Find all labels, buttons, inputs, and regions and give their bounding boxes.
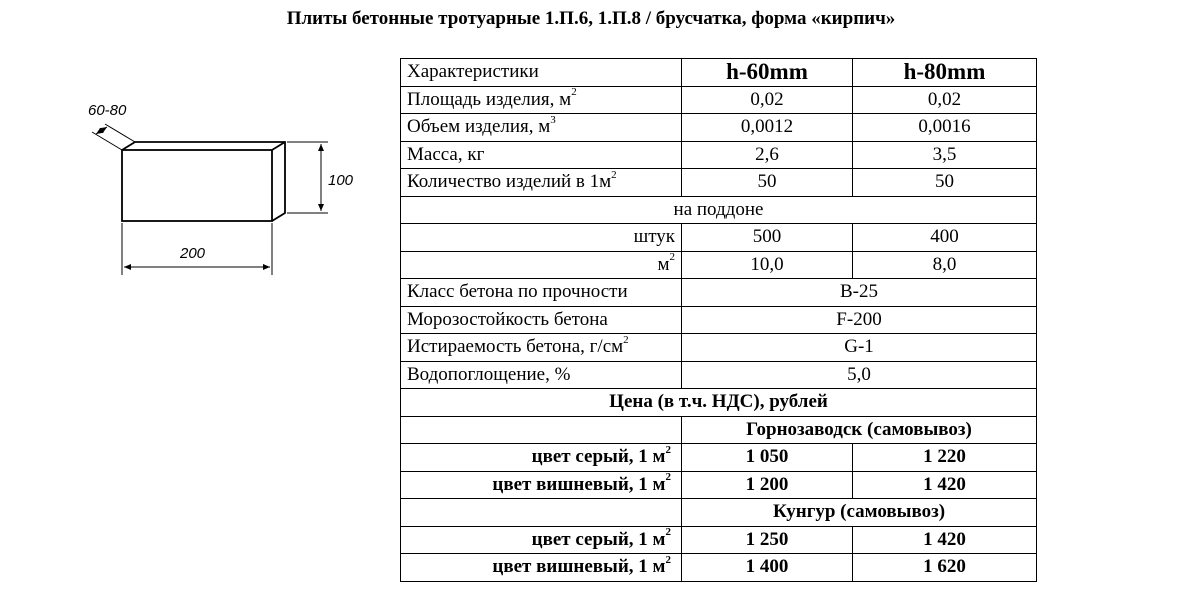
- row-label: Объем изделия, $м^3$: [401, 114, 682, 142]
- row-value-h60: 50: [682, 169, 853, 197]
- table-row: [401, 279, 1037, 307]
- prop-value: В-25: [682, 279, 1037, 307]
- row-value-h80: 0,02: [853, 86, 1037, 114]
- table-row: [401, 141, 1037, 169]
- price-section-row: [401, 389, 1037, 417]
- price-value-h80: 1 620: [853, 554, 1037, 582]
- row-value-h80: 3,5: [853, 141, 1037, 169]
- header-h60: h-60mm: [682, 59, 853, 87]
- prop-label: Истираемость бетона, $г/см^2$: [401, 334, 682, 362]
- prop-value: F-200: [682, 306, 1037, 334]
- spec-table: [400, 58, 1037, 582]
- height-dimension-label: 100: [328, 172, 354, 189]
- thickness-dimension-label: 60-80: [88, 102, 127, 119]
- table-row: [401, 306, 1037, 334]
- brick-outline: [122, 142, 285, 221]
- price-label-cherry: цвет вишневый, 1 $м^2$: [401, 471, 682, 499]
- row-value-h60: 10,0: [682, 251, 853, 279]
- price-value-h60: 1 050: [682, 444, 853, 472]
- price-value-h80: 1 420: [853, 526, 1037, 554]
- price-value-h80: 1 220: [853, 444, 1037, 472]
- table-row: [401, 334, 1037, 362]
- header-h80: h-80mm: [853, 59, 1037, 87]
- prop-label: Водопоглощение, %: [401, 361, 682, 389]
- page-title: Плиты бетонные тротуарные 1.П.6, 1.П.8 / брусчатка, форма «кирпич»: [286, 8, 896, 29]
- prop-value: G-1: [682, 334, 1037, 362]
- pallet-section-title: на поддоне: [401, 196, 1037, 224]
- table-row: [401, 444, 1037, 472]
- price-value-h60: 1 250: [682, 526, 853, 554]
- length-dimension-label: 200: [180, 245, 206, 262]
- location-row: [401, 416, 1037, 444]
- pallet-section-row: [401, 196, 1037, 224]
- row-label: Количество изделий в $1м^2$: [401, 169, 682, 197]
- table-row: [401, 361, 1037, 389]
- row-value-h80: 8,0: [853, 251, 1037, 279]
- location-name-gornozavodsk: Горнозаводск (самовывоз): [682, 416, 1037, 444]
- table-row: [401, 251, 1037, 279]
- row-label: Площадь изделия, $м^2$: [401, 86, 682, 114]
- table-row: [401, 224, 1037, 252]
- empty-cell: [401, 499, 682, 527]
- price-label-cherry: цвет вишневый, 1 $м^2$: [401, 554, 682, 582]
- row-value-h80: 0,0016: [853, 114, 1037, 142]
- table-row: [401, 471, 1037, 499]
- row-value-h60: 0,02: [682, 86, 853, 114]
- row-value-h60: 0,0012: [682, 114, 853, 142]
- location-name-kungur: Кунгур (самовывоз): [682, 499, 1037, 527]
- table-row: [401, 86, 1037, 114]
- table-row: [401, 114, 1037, 142]
- table-row: [401, 526, 1037, 554]
- table-header-row: [401, 59, 1037, 87]
- price-value-h60: 1 400: [682, 554, 853, 582]
- price-section-title: Цена (в т.ч. НДС), рублей: [401, 389, 1037, 417]
- price-value-h80: 1 420: [853, 471, 1037, 499]
- row-value-h60: 2,6: [682, 141, 853, 169]
- location-row: [401, 499, 1037, 527]
- pallet-area-label: $м^2$: [401, 251, 682, 279]
- prop-label: Морозостойкость бетона: [401, 306, 682, 334]
- price-value-h60: 1 200: [682, 471, 853, 499]
- table-row: [401, 169, 1037, 197]
- table-row: [401, 554, 1037, 582]
- row-value-h60: 500: [682, 224, 853, 252]
- price-label-grey: цвет серый, 1 $м^2$: [401, 526, 682, 554]
- row-label: Масса, кг: [401, 141, 682, 169]
- header-characteristics: Характеристики: [401, 59, 682, 87]
- pallet-pieces-label: штук: [401, 224, 682, 252]
- brick-drawing: [78, 95, 378, 285]
- empty-cell: [401, 416, 682, 444]
- prop-label: Класс бетона по прочности: [401, 279, 682, 307]
- price-label-grey: цвет серый, 1 $м^2$: [401, 444, 682, 472]
- row-value-h80: 50: [853, 169, 1037, 197]
- prop-value: 5,0: [682, 361, 1037, 389]
- row-value-h80: 400: [853, 224, 1037, 252]
